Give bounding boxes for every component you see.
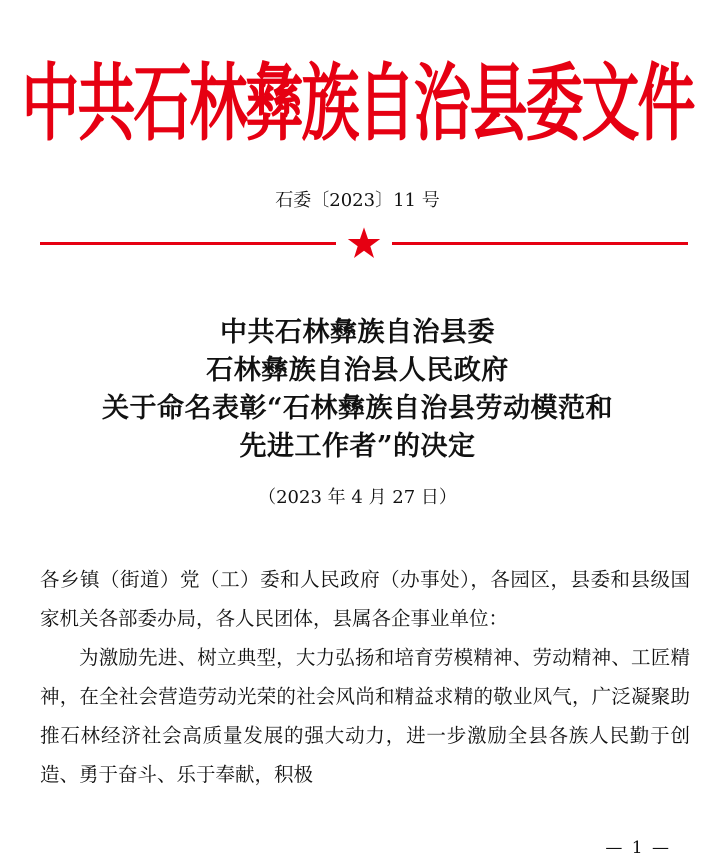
red-rule-right xyxy=(392,242,688,245)
red-rule-left xyxy=(40,242,336,245)
document-date: （2023 年 4 月 27 日） xyxy=(258,487,457,508)
document-number: 石委〔2023〕11 号 xyxy=(275,190,440,211)
title-line: 关于命名表彰“石林彝族自治县劳动模范和 xyxy=(101,393,614,424)
body-paragraph: 为激励先进、树立典型，大力弘扬和培育劳模精神、劳动精神、工匠精神，在全社会营造劳动光荣的社会风尚和精益求精的敬业风气，广泛凝聚助推石林经济社会高质量发展的强大动力，进一步激励全县各族人民勤于创造、勇于奋斗、乐于奉献，积极 xyxy=(40,646,690,786)
document-masthead: 中共石林彝族自治县委文件 xyxy=(21,53,694,153)
title-line: 石林彝族自治县人民政府 xyxy=(206,355,509,386)
page-number: — 1 — xyxy=(605,838,671,858)
document-body xyxy=(40,560,690,794)
recipients-paragraph: 各乡镇（街道）党（工）委和人民政府（办事处），各园区，县委和县级国家机关各部委办局，各人民团体，县属各企事业单位： xyxy=(40,568,690,630)
title-line: 先进工作者”的决定 xyxy=(239,431,476,462)
document-title xyxy=(0,314,715,466)
title-line: 中共石林彝族自治县委 xyxy=(220,317,495,348)
star-icon xyxy=(347,226,381,260)
